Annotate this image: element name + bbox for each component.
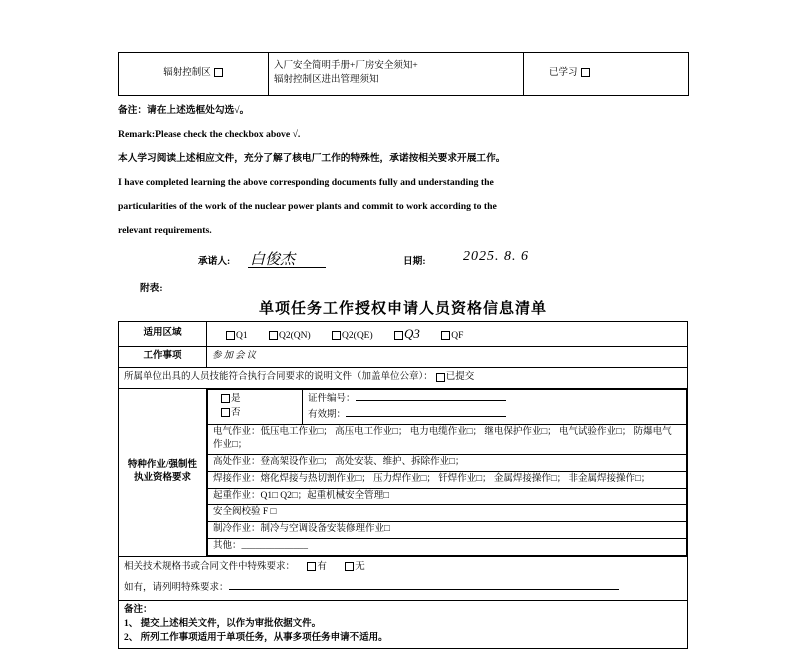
spec-req-detail-line <box>124 580 682 596</box>
attachment-label: 附表: <box>140 282 163 294</box>
special-label-line1: 特种作业/强制性 <box>127 459 198 470</box>
footer-notes-cell <box>119 601 688 649</box>
spec-req-line <box>124 561 682 575</box>
special-content-cell <box>207 389 688 557</box>
area-checkbox[interactable] <box>214 68 223 77</box>
special-row <box>208 424 687 455</box>
spec-req-text: 相关技术规格书或合同文件中特殊要求： <box>124 561 296 572</box>
task-value[interactable]: 参加会议 <box>207 347 688 368</box>
area-cell <box>119 53 269 96</box>
cert-no-label: 证件编号： <box>308 394 356 404</box>
area-option-q3[interactable] <box>391 325 420 341</box>
valid-label: 有效期： <box>308 409 347 420</box>
special-row <box>208 522 687 539</box>
checkbox-icon[interactable] <box>269 331 278 340</box>
cert-cell <box>303 390 687 425</box>
footer-item-1: 1、 提交上述相关文件，以作为审批依据文件。 <box>124 618 322 629</box>
area-option-q3-label: Q3 <box>404 325 420 341</box>
area-option-q2qn-label: Q2(QN) <box>279 330 311 341</box>
footer-title: 备注： <box>124 605 153 616</box>
area-option-q2qe-label: Q2(QE) <box>342 330 373 341</box>
special-row-safety-valve: 安全阀校验 F □ <box>208 505 687 522</box>
signature-row <box>118 250 688 272</box>
spec-req-no-label: 无 <box>355 561 365 572</box>
valid-input[interactable] <box>346 407 506 417</box>
area-option-qf-label: QF <box>451 330 464 341</box>
yes-no-cell <box>208 390 303 425</box>
special-row <box>208 538 687 555</box>
statement-en-line3: relevant requirements. <box>118 224 212 236</box>
checkbox-icon[interactable] <box>226 331 235 340</box>
special-row <box>208 488 687 505</box>
area-label: 辐射控制区 <box>163 68 211 79</box>
no-option[interactable] <box>211 407 299 421</box>
special-row-lifting: 起重作业：Q1□ Q2□；起重机械安全管理□ <box>208 488 687 505</box>
special-row <box>208 471 687 488</box>
no-label: 否 <box>231 407 241 418</box>
checkbox-icon[interactable] <box>332 331 341 340</box>
page-title: 单项任务工作授权申请人员资格信息清单 <box>258 300 547 317</box>
checkbox-icon[interactable] <box>394 331 403 340</box>
checkbox-icon[interactable] <box>221 408 230 417</box>
table-row-area <box>119 321 688 347</box>
table-row-special-qualifications <box>119 389 688 557</box>
special-row <box>208 455 687 472</box>
spec-req-detail-label: 如有，请列明特殊要求： <box>124 583 229 594</box>
yes-option[interactable] <box>211 393 299 407</box>
promisor-signature: 白俊杰 <box>250 251 296 268</box>
area-row-label: 适用区域 <box>119 321 207 347</box>
checkbox-icon[interactable] <box>221 394 230 403</box>
status-checkbox[interactable] <box>581 68 590 77</box>
statement-en-line1: I have completed learning the above corresponding documents fully and understanding the <box>118 176 494 188</box>
documents-cell: 入厂安全简明手册+厂房安全须知+ 辐射控制区进出管理须知 <box>269 53 524 96</box>
table-row-footer-notes <box>119 601 688 649</box>
signature-underline <box>248 267 326 268</box>
status-cell <box>524 53 689 96</box>
checkbox-icon[interactable] <box>436 373 445 382</box>
promisor-label: 承诺人: <box>198 255 231 267</box>
special-label-line2: 执业资格要求 <box>133 473 191 484</box>
task-row-label: 工作事项 <box>119 347 207 368</box>
spec-req-yes-label: 有 <box>317 561 327 572</box>
remark-en: Remark:Please check the checkbox above √. <box>118 128 301 140</box>
training-confirmation-table <box>118 52 689 96</box>
area-option-q2qn[interactable] <box>266 331 311 341</box>
status-label: 已学习 <box>549 68 578 79</box>
qualification-doc-option: 已提交 <box>445 372 475 383</box>
yes-no-row <box>208 390 687 425</box>
special-row-welding: 焊接作业：熔化焊接与热切割作业□； 压力焊作业□； 钎焊作业□； 金属焊接操作□； 非金属焊接操作□； <box>208 471 687 488</box>
yes-label: 是 <box>231 394 241 404</box>
footer-item-2: 2、 所列工作事项适用于单项任务，从事多项任务申请不适用。 <box>124 632 388 643</box>
valid-line <box>308 407 681 423</box>
statement-en-line2: particularities of the work of the nuclear power plants and commit to work according to the <box>118 200 497 212</box>
date-value: 2025. 8. 6 <box>463 248 529 264</box>
area-option-q1-label: Q1 <box>236 330 248 341</box>
special-row-height: 高处作业：登高架设作业□； 高处安装、维护、拆除作业□； <box>208 455 687 472</box>
document-body <box>118 52 688 649</box>
area-option-qf[interactable] <box>438 331 463 341</box>
table-row-qualification-doc <box>119 368 688 389</box>
qualification-doc-cell <box>119 368 688 389</box>
area-option-q1[interactable] <box>212 331 248 341</box>
special-row-electrical: 电气作业：低压电工作业□； 高压电工作业□； 电力电缆作业□； 继电保护作业□； 电气试验作业□； 防爆电气作业□； <box>208 424 687 455</box>
date-label: 日期: <box>403 255 426 267</box>
cert-no-input[interactable] <box>356 391 506 401</box>
checkbox-icon[interactable] <box>345 562 354 571</box>
special-row-refrigeration: 制冷作业：制冷与空调设备安装修理作业□ <box>208 522 687 539</box>
checkbox-icon[interactable] <box>441 331 450 340</box>
special-requirements-cell <box>119 556 688 601</box>
cert-no-line <box>308 391 681 407</box>
table-row <box>119 53 689 96</box>
special-row-other: 其他：______________ <box>208 538 687 555</box>
statement-cn: 本人学习阅读上述相应文件，充分了解了核电厂工作的特殊性，承诺按相关要求开展工作。 <box>118 152 506 164</box>
table-row-special-requirements <box>119 556 688 601</box>
remark-cn: 备注：请在上述选框处勾选√。 <box>118 105 250 116</box>
qualification-doc-text: 所属单位出具的人员技能符合执行合同要求的说明文件（加盖单位公章）： <box>124 372 433 383</box>
area-options-cell <box>207 321 688 347</box>
special-row <box>208 505 687 522</box>
area-option-q2qe[interactable] <box>329 331 373 341</box>
special-inner-table <box>207 389 687 556</box>
table-row-task <box>119 347 688 368</box>
checkbox-icon[interactable] <box>307 562 316 571</box>
special-label-cell <box>119 389 207 557</box>
spec-req-detail-input[interactable] <box>229 580 619 590</box>
